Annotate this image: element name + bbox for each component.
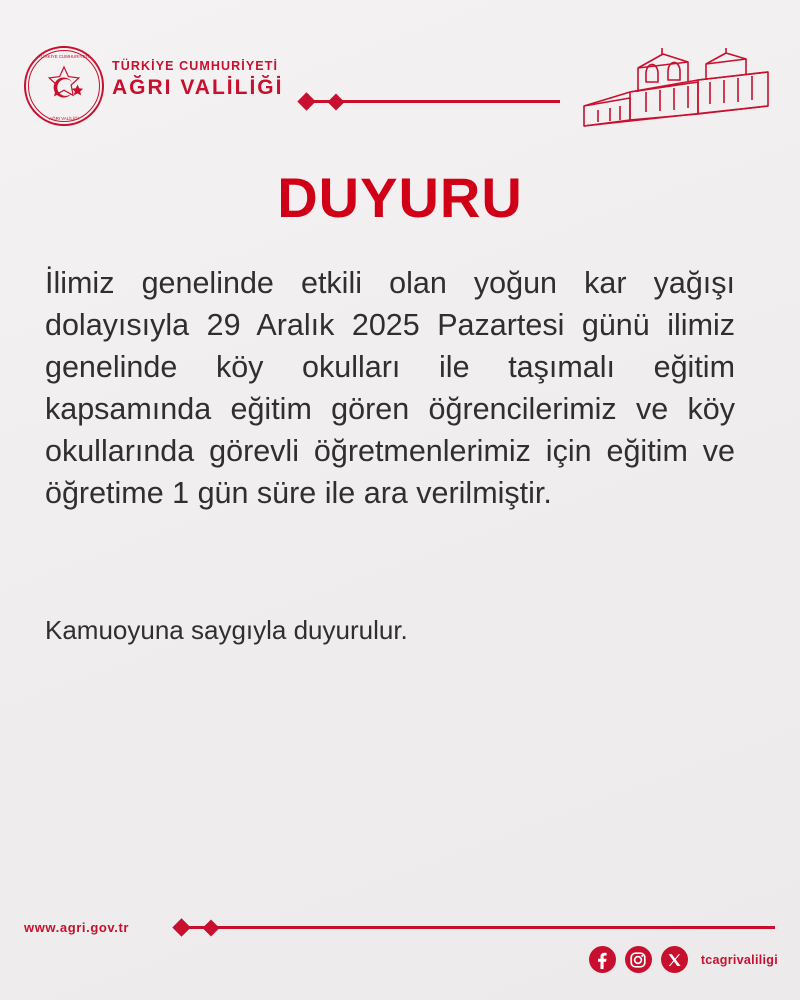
instagram-icon[interactable]	[625, 946, 652, 973]
x-twitter-icon[interactable]	[661, 946, 688, 973]
announcement-body-paragraph: İlimiz genelinde etkili olan yoğun kar yağışı dolayısıyla 29 Aralık 2025 Pazartesi günü ilimiz genelinde köy okulları ile taşımalı eğitim kapsamında eğitim gören öğrencilerimiz ve köy okullarında görevli öğretmenlerimiz için eğitim ve öğretime 1 gün süre ile ara verilmiştir.	[45, 266, 735, 511]
footer-divider-rule	[175, 926, 775, 929]
social-handle[interactable]: tcagrivaliligi	[700, 952, 778, 967]
poster-footer	[0, 890, 800, 1000]
ishak-pasha-palace-illustration-icon	[576, 48, 776, 138]
organization-line-2: AĞRI VALİLİĞİ	[112, 76, 284, 100]
poster-header	[0, 30, 800, 130]
header-divider-rule	[300, 100, 560, 103]
facebook-icon[interactable]	[589, 946, 616, 973]
announcement-closing: Kamuoyuna saygıyla duyurulur.	[45, 615, 408, 645]
website-url[interactable]: www.agri.gov.tr	[24, 920, 130, 935]
turkish-republic-emblem-seal-icon	[22, 44, 106, 128]
organization-line-1: TÜRKİYE CUMHURİYETİ	[112, 59, 279, 73]
svg-text:AĞRI VALİLİĞİ: AĞRI VALİLİĞİ	[49, 116, 79, 121]
organization-name	[112, 60, 283, 99]
page-title: DUYURU	[277, 166, 523, 229]
svg-text:TÜRKİYE CUMHURİYETİ: TÜRKİYE CUMHURİYETİ	[38, 54, 90, 59]
announcement-body	[45, 262, 735, 514]
social-links	[589, 946, 778, 973]
